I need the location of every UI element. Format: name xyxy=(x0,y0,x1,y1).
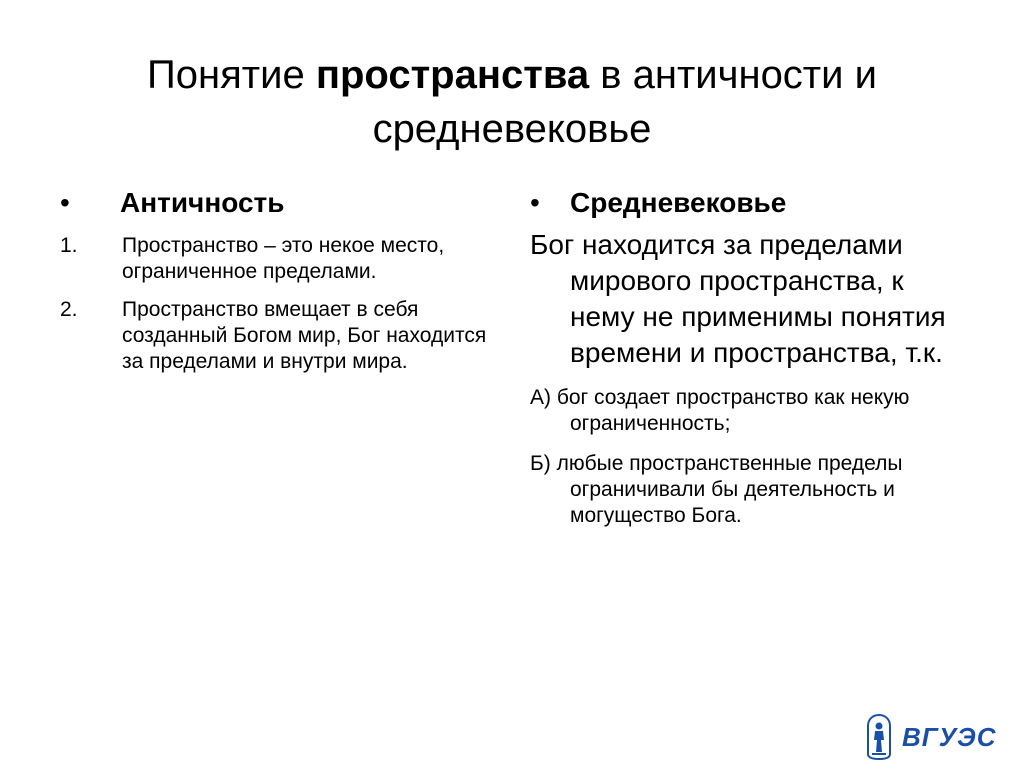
left-heading-row xyxy=(60,185,500,221)
title-pre: Понятие xyxy=(147,53,316,97)
left-heading: Античность xyxy=(120,187,285,218)
slide-title xyxy=(60,48,964,156)
list-item xyxy=(60,297,500,375)
university-logo xyxy=(866,712,996,762)
list-text: Пространство – это некое место, ограниченное пределами. xyxy=(122,234,445,283)
point-a: А) бог создает пространство как некую ограниченность; xyxy=(530,386,910,435)
title-post: в античности и средневековье xyxy=(372,53,877,151)
right-column xyxy=(530,185,970,529)
list-number: 1. xyxy=(60,234,78,257)
university-emblem-icon xyxy=(866,714,892,760)
bullet-icon: • xyxy=(60,187,70,218)
title-bold: пространства xyxy=(315,53,590,97)
left-column xyxy=(60,185,500,375)
point-b: Б) любые пространственные пределы ограничивали бы деятельность и могущество Бога. xyxy=(530,452,903,527)
bullet-icon: • xyxy=(530,187,540,218)
list-item xyxy=(60,233,500,285)
list-text: Пространство вмещает в себя созданный Богом мир, Бог находится за пределами и внутри мира. xyxy=(122,298,487,373)
right-heading: Средневековье xyxy=(570,187,787,218)
logo-text: ВГУЭС xyxy=(902,721,997,752)
list-number: 2. xyxy=(60,298,78,321)
right-heading-row xyxy=(530,185,970,221)
main-paragraph: Бог находится за пределами мирового пространства, к нему не применимы понятия времени и пространства, т.к. xyxy=(530,229,946,368)
